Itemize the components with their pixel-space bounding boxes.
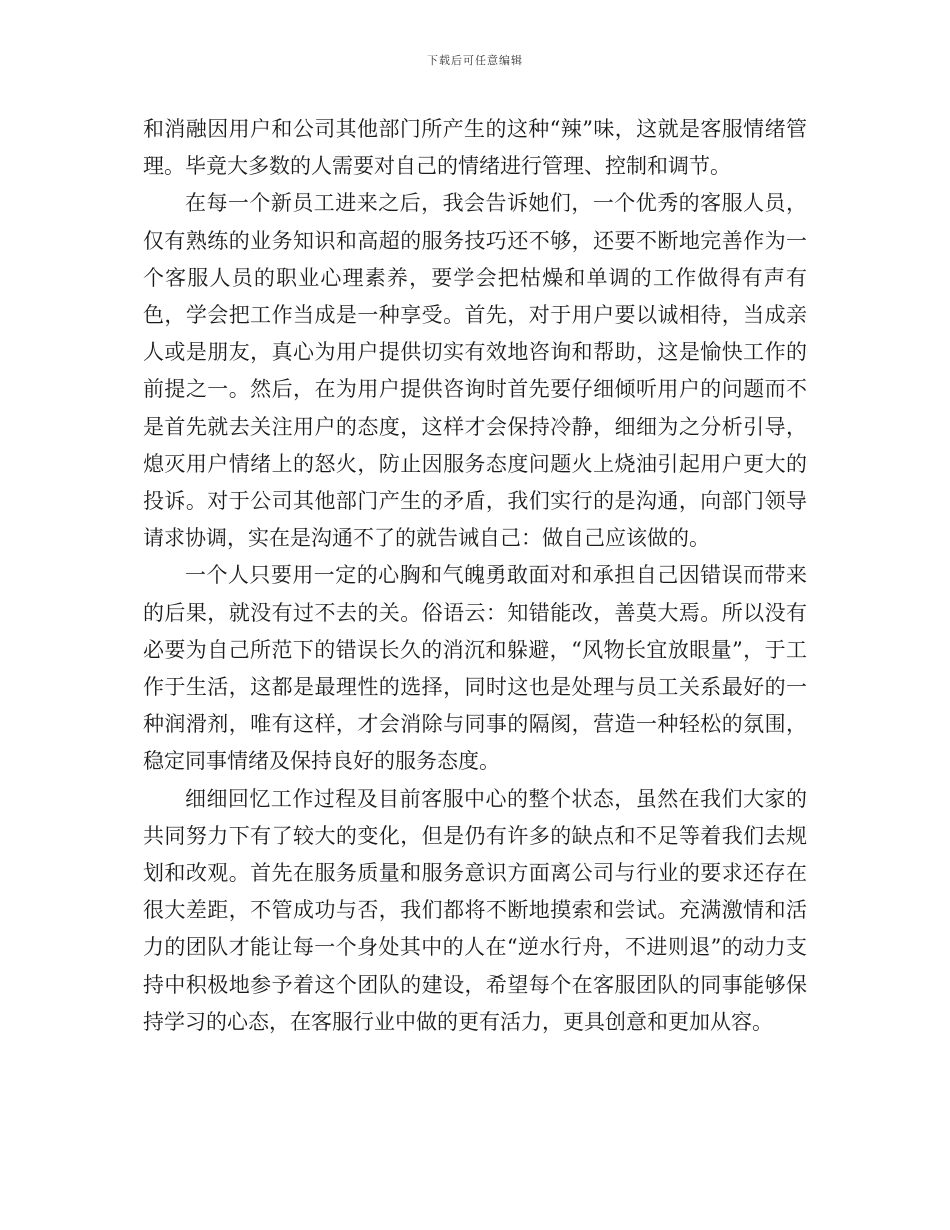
paragraph-3: 一个人只要用一定的心胸和气魄勇敢面对和承担自己因错误而带来的后果，就没有过不去的关。俗语云：知错能改，善莫大焉。所以没有必要为自己所范下的错误长久的消沉和躲避，“风物长宜放眼量”，于工作于生活，这都是最理性的选择，同时这也是处理与员工关系最好的一种润滑剂，唯有这样，才会消除与同事的隔阂，营造一种轻松的氛围，稳定同事情绪及保持良好的服务态度。 xyxy=(143,563,807,774)
paragraph-4: 细细回忆工作过程及目前客服中心的整个状态，虽然在我们大家的共同努力下有了较大的变化，但是仍有许多的缺点和不足等着我们去规划和改观。首先在服务质量和服务意识方面离公司与行业的要求还存在很大差距，不管成功与否，我们都将不断地摸索和尝试。充满激情和活力的团队才能让每一个身处其中的人在“逆水行舟，不进则退”的动力支持中积极地参予着这个团队的建设，希望每个在客服团队的同事能够保持学习的心态，在客服行业中做的更有活力，更具创意和更加从容。 xyxy=(143,786,807,1034)
page-header: 下载后可任意编辑 xyxy=(427,54,523,67)
paragraph-1: 和消融因用户和公司其他部门所产生的这种“辣”味，这就是客服情绪管理。毕竟大多数的人需要对自己的情绪进行管理、控制和调节。 xyxy=(143,117,807,179)
document-body xyxy=(143,111,807,1041)
paragraph-2: 在每一个新员工进来之后，我会告诉她们，一个优秀的客服人员，仅有熟练的业务知识和高超的服务技巧还不够，还要不断地完善作为一个客服人员的职业心理素养，要学会把枯燥和单调的工作做得有声有色，学会把工作当成是一种享受。首先，对于用户要以诚相待，当成亲人或是朋友，真心为用户提供切实有效地咨询和帮助，这是愉快工作的前提之一。然后，在为用户提供咨询时首先要仔细倾听用户的问题而不是首先就去关注用户的态度，这样才会保持冷静，细细为之分析引导，熄灭用户情绪上的怒火，防止因服务态度问题火上烧油引起用户更大的投诉。对于公司其他部门产生的矛盾，我们实行的是沟通，向部门领导请求协调，实在是沟通不了的就告诫自己：做自己应该做的。 xyxy=(143,191,807,551)
